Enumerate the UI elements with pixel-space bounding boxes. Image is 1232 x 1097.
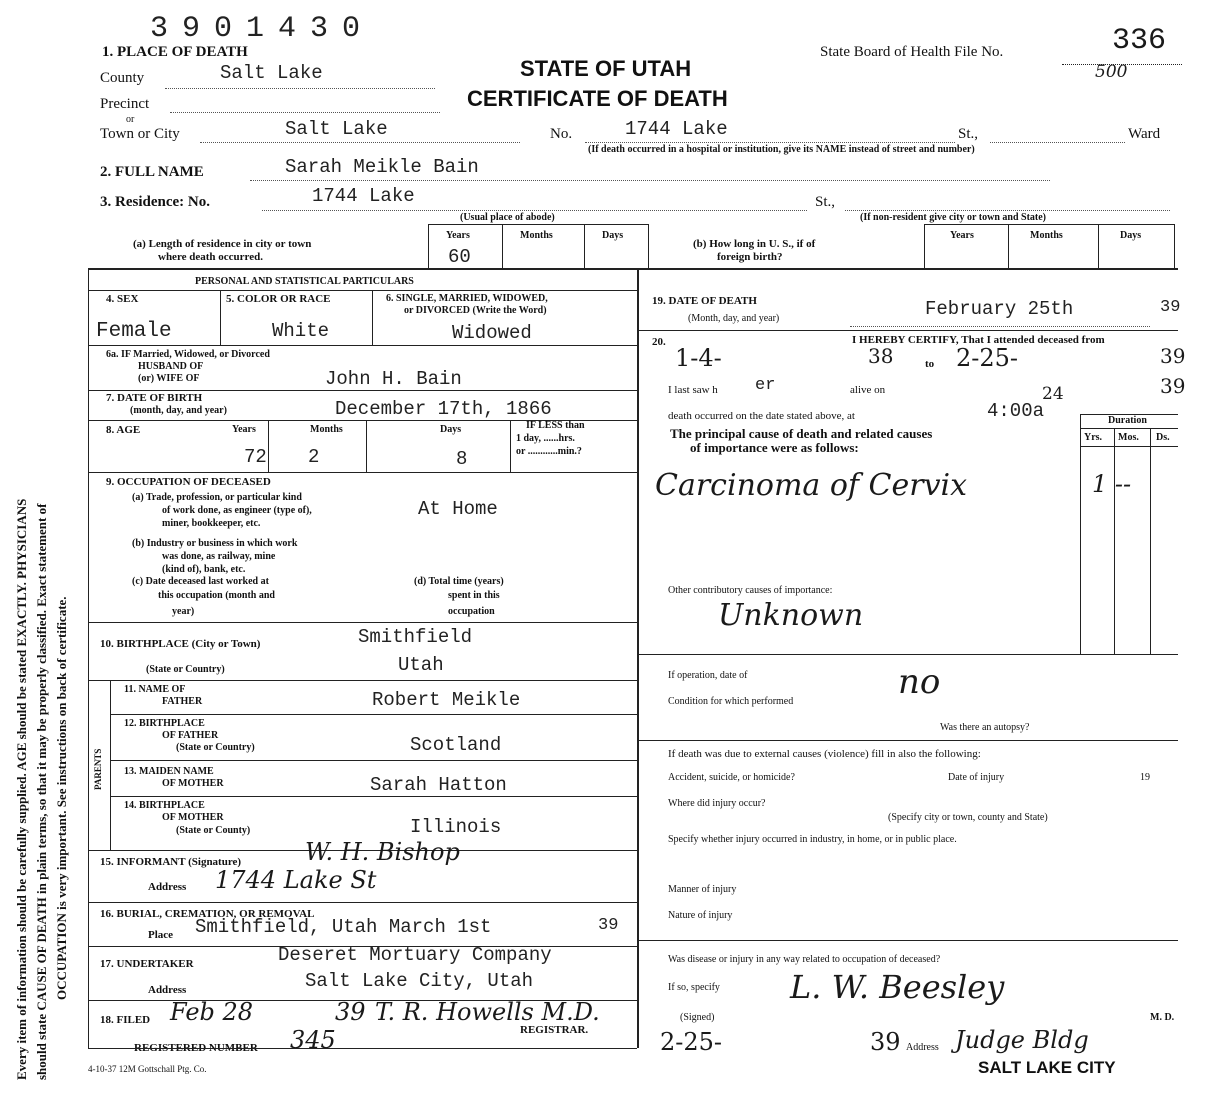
residence-days-header: Days [602,230,624,241]
other-causes-label: Other contributory causes of importance: [668,585,833,596]
salt-lake-city-stamp: SALT LAKE CITY [978,1058,1116,1077]
state-file-label: State Board of Health File No. [820,44,1004,60]
no-label: No. [550,126,573,142]
spouse-label-a: 6a. IF Married, Widowed, or Divorced [106,349,270,360]
occupation-b-line3: (kind of), bank, etc. [162,564,246,575]
section-place-of-death: 1. PLACE OF DEATH [102,44,248,60]
father-birthplace-label-c: (State or Country) [176,742,255,753]
spouse-label-b: HUSBAND OF [138,361,204,372]
external-causes-label: If death was due to external causes (violence) fill in also the following: [668,748,981,760]
date-of-death-year: 39 [1160,298,1181,317]
informant-address-label: Address [148,881,187,893]
operation-label: If operation, date of [668,670,748,681]
usual-abode-note: (Usual place of abode) [460,212,555,223]
date-of-death-label-a: 19. DATE OF DEATH [652,295,757,307]
spouse-label-c: (or) WIFE OF [138,373,200,384]
manner-label: Manner of injury [668,884,737,895]
occupation-c-line3: year) [172,606,195,617]
age-days-header: Days [440,424,462,435]
death-address-number: 1744 Lake [625,118,728,140]
side-instructions-3: OCCUPATION is very important. See instructions on back of certificate. [54,596,69,1000]
md-label: M. D. [1150,1012,1175,1023]
length-residence-label-a: (a) Length of residence in city or town [133,238,312,250]
undertaker-value: Deseret Mortuary Company [278,944,552,966]
us-days-header: Days [1120,230,1142,241]
disease-related-label: Was disease or injury in any way related to occupation of deceased? [668,954,941,965]
occupation-d-line1: (d) Total time (years) [414,576,504,587]
burial-place-label: Place [148,929,174,941]
precinct-label: Precinct [100,96,150,112]
mother-birthplace-label-b: OF MOTHER [162,812,224,823]
dob-label-b: (month, day, and year) [130,405,227,416]
us-years-header: Years [950,230,974,241]
ward-label: Ward [1128,126,1161,142]
occupation-a-line1: (a) Trade, profession, or particular kind [132,492,302,503]
age-months-header: Months [310,424,343,435]
principal-cause-label-b: of importance were as follows: [690,440,859,455]
autopsy-label: Was there an autopsy? [940,722,1030,733]
duration-header: Duration [1108,415,1147,426]
signer-address-value: Judge Bldg [955,1026,1089,1054]
us-months-header: Months [1030,230,1063,241]
alive-on-label: alive on [850,384,886,396]
mother-birthplace-value: Illinois [410,816,502,838]
mother-birthplace-label-a: 14. BIRTHPLACE [124,800,205,811]
sex-value: Female [96,320,172,343]
mother-birthplace-label-c: (State or County) [176,825,251,836]
physician-signature: L. W. Beesley [790,968,1005,1006]
registrar-label: REGISTRAR. [520,1024,589,1036]
signed-year: 39 [870,1028,901,1056]
spouse-value: John H. Bain [325,368,462,390]
registered-number-value: 345 [290,1026,336,1054]
marital-label-b: or DIVORCED (Write the Word) [404,305,547,316]
informant-signature: W. H. Bishop [305,838,460,866]
sex-label: 4. SEX [106,293,139,305]
principal-cause-value: Carcinoma of Cervix [655,468,968,503]
county-value: Salt Lake [220,62,323,84]
residence-value: 1744 Lake [312,185,415,207]
last-saw-pronoun: er [755,376,776,395]
residence-years-header: Years [446,230,470,241]
town-label: Town or City [100,126,180,142]
birthplace-state-label: (State or Country) [146,664,225,675]
duration-years-header: Yrs. [1084,432,1103,443]
birthplace-state-value: Utah [398,654,444,676]
where-injury-label: Where did injury occur? [668,798,766,809]
non-resident-note: (If non-resident give city or town and State) [860,212,1047,223]
undertaker-address-label: Address [148,984,187,996]
age-years-header: Years [232,424,256,435]
length-residence-label-b: where death occurred. [158,251,263,263]
state-file-number: 336 [1112,24,1167,58]
operation-value: no [898,662,941,702]
mother-name-label-a: 13. MAIDEN NAME [124,766,214,777]
if-less-label-a: IF LESS than [526,420,585,431]
certificate-title: CERTIFICATE OF DEATH [467,86,728,111]
marital-label-a: 6. SINGLE, MARRIED, WIDOWED, [386,293,548,304]
age-years-value: 72 [244,446,267,468]
alive-on-year: 39 [1160,374,1186,398]
filed-by-signature: T. R. Howells M.D. [375,998,600,1026]
birthplace-city-value: Smithfield [358,626,473,648]
section-20-label: 20. [652,336,666,348]
signed-date: 2-25- [660,1028,723,1056]
attended-from-date: 1-4- [675,344,722,372]
if-so-specify-label: If so, specify [668,982,720,993]
parents-label: PARENTS [93,748,103,790]
or-label: or [126,114,135,125]
date-of-death-value: February 25th [925,298,1074,320]
informant-address-value: 1744 Lake St [215,866,377,894]
undertaker-label: 17. UNDERTAKER [100,958,194,970]
to-label: to [925,358,935,370]
attended-from-year: 38 [868,344,894,368]
death-time-value: 4:00a [987,400,1045,422]
occupation-b-line1: (b) Industry or business in which work [132,538,298,549]
death-time-note: 24 [1042,384,1064,404]
accident-label: Accident, suicide, or homicide? [668,772,795,783]
principal-cause-label-a: The principal cause of death and related causes [670,426,933,441]
occupation-label: 9. OCCUPATION OF DECEASED [106,476,271,488]
specify-city-note: (Specify city or town, county and State) [888,812,1048,823]
duration-days-header: Ds. [1156,432,1170,443]
date-of-death-label-b: (Month, day, and year) [688,313,780,324]
town-value: Salt Lake [285,118,388,140]
father-name-value: Robert Meikle [372,689,521,711]
occupation-c-line2: this occupation (month and [158,590,275,601]
hospital-note: (If death occurred in a hospital or institution, give its NAME instead of street and number) [588,144,975,155]
dob-value: December 17th, 1866 [335,398,552,420]
certificate-stamp-number: 3901430 [150,12,375,46]
occupation-b-line2: was done, as railway, mine [162,551,276,562]
principal-cause-duration: 1 -- [1092,470,1132,498]
if-less-label-b: 1 day, ......hrs. [516,433,575,444]
registered-number-label: REGISTERED NUMBER [134,1042,258,1054]
specify-where-label: Specify whether injury occurred in industry, in home, or in public place. [668,834,957,845]
duration-months-header: Mos. [1118,432,1139,443]
state-file-number-2: 500 [1095,62,1128,82]
last-saw-label: I last saw h [668,384,718,396]
marital-value: Widowed [452,322,532,344]
condition-label: Condition for which performed [668,696,794,707]
burial-year: 39 [598,916,619,935]
informant-label: 15. INFORMANT (Signature) [100,856,242,868]
residence-st-label: St., [815,194,836,210]
certify-statement: I HEREBY CERTIFY, That I attended deceased from [852,334,1105,346]
dob-label-a: 7. DATE OF BIRTH [106,392,203,404]
age-days-value: 8 [456,448,468,470]
residence-months-header: Months [520,230,553,241]
undertaker-address-value: Salt Lake City, Utah [305,970,534,992]
signer-address-label: Address [906,1042,939,1053]
father-birthplace-label-b: OF FATHER [162,730,219,741]
mother-name-value: Sarah Hatton [370,774,507,796]
attended-to-year: 39 [1160,344,1186,368]
signed-label: (Signed) [680,1012,715,1023]
attended-to-date: 2-25- [956,344,1019,372]
occupation-d-line2: spent in this [448,590,500,601]
birthplace-label: 10. BIRTHPLACE (City or Town) [100,638,261,650]
occupation-a-line3: miner, bookkeeper, etc. [162,518,261,529]
age-months-value: 2 [308,446,320,468]
occupation-d-line3: occupation [448,606,495,617]
mother-name-label-b: OF MOTHER [162,778,224,789]
father-birthplace-value: Scotland [410,734,502,756]
st-label: St., [958,126,979,142]
race-label: 5. COLOR OR RACE [226,293,331,305]
personal-statistical-header: PERSONAL AND STATISTICAL PARTICULARS [195,276,414,287]
filed-year: 39 [335,998,366,1026]
other-causes-value: Unknown [718,598,864,633]
father-birthplace-label-a: 12. BIRTHPLACE [124,718,205,729]
section-full-name: 2. FULL NAME [100,164,204,180]
side-instructions-2: should state CAUSE OF DEATH in plain terms, so that it may be properly classified. Exact statement of [34,503,49,1080]
race-value: White [272,320,330,342]
full-name-value: Sarah Meikle Bain [285,156,479,178]
residence-years-value: 60 [448,246,471,268]
state-title: STATE OF UTAH [520,56,692,81]
filed-date: Feb 28 [170,998,254,1026]
injury-year-label: 19 [1140,772,1150,783]
section-residence: 3. Residence: No. [100,194,210,210]
father-name-label-a: 11. NAME OF [124,684,186,695]
if-less-label-c: or ............min.? [516,446,582,457]
date-of-injury-label: Date of injury [948,772,1005,783]
side-instructions-1: Every item of information should be carefully supplied. AGE should be stated EXACTLY. PHYSICIANS [14,498,29,1080]
occupation-c-line1: (c) Date deceased last worked at [132,576,269,587]
filed-label: 18. FILED [100,1014,151,1026]
age-label: 8. AGE [106,424,141,436]
occupation-value: At Home [418,498,498,520]
us-how-long-label-b: foreign birth? [717,251,783,263]
occupation-a-line2: of work done, as engineer (type of), [162,505,312,516]
county-label: County [100,70,145,86]
burial-label: 16. BURIAL, CREMATION, OR REMOVAL [100,908,315,920]
nature-label: Nature of injury [668,910,733,921]
us-how-long-label-a: (b) How long in U. S., if of [693,238,816,250]
printer-line: 4-10-37 12M Gottschall Ptg. Co. [88,1064,207,1074]
death-occurred-label: death occurred on the date stated above, at [668,410,855,422]
father-name-label-b: FATHER [162,696,203,707]
burial-value: Smithfield, Utah March 1st [195,916,492,938]
